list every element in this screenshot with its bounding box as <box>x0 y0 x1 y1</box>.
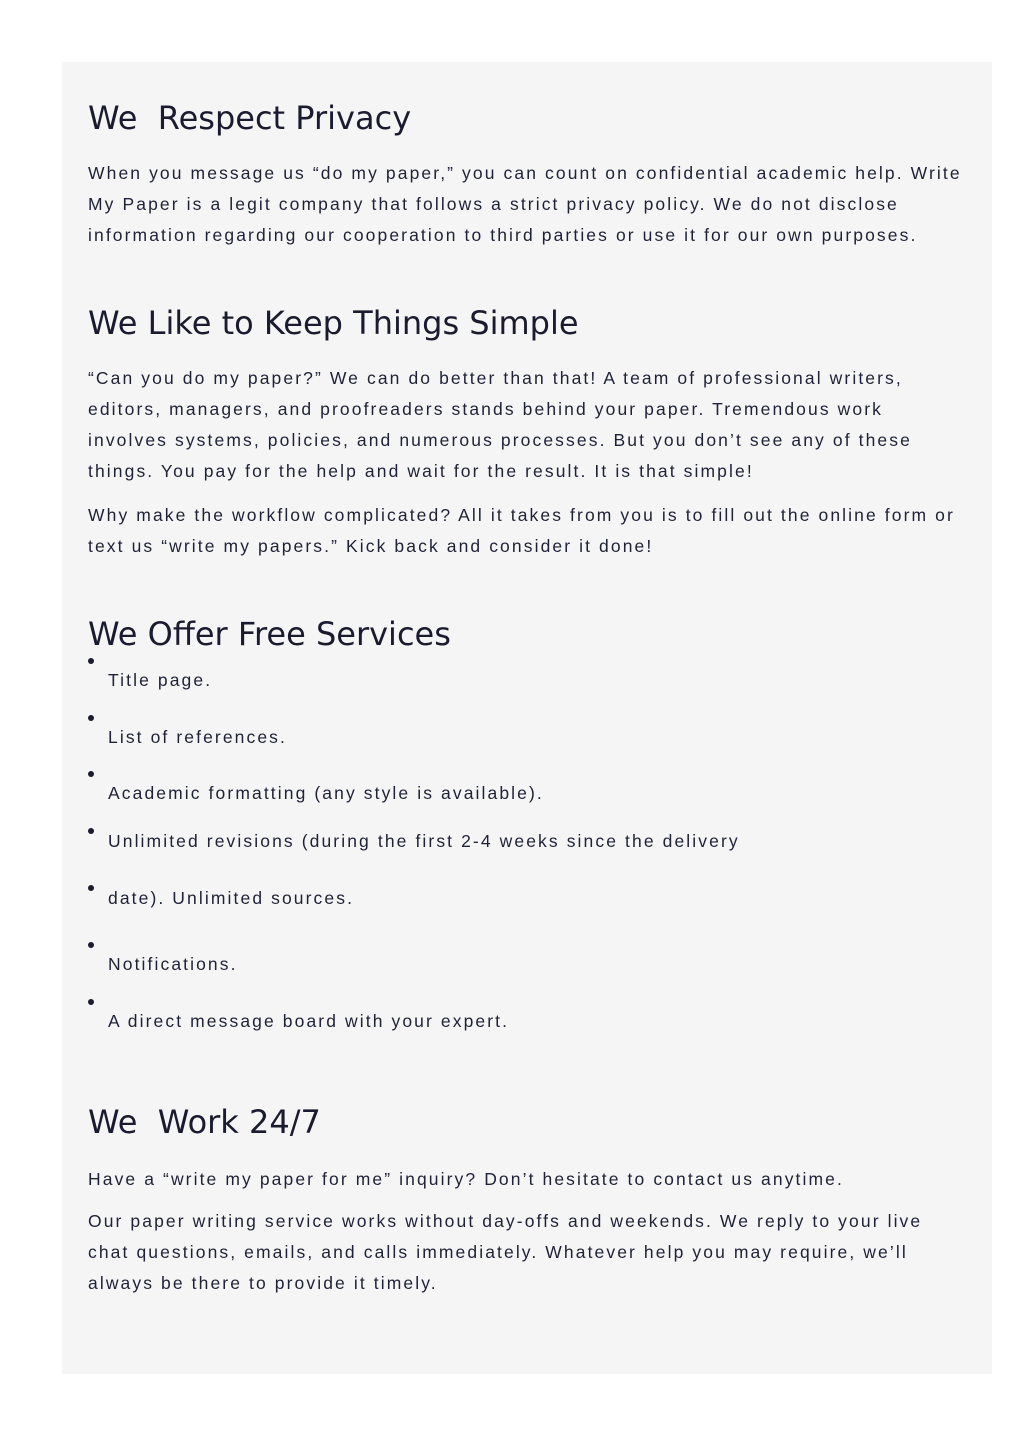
bullet-icon <box>88 658 94 664</box>
list-item-text: date). Unlimited sources. <box>108 888 355 908</box>
list-item <box>88 824 968 881</box>
list-item-text: Title page. <box>108 670 213 690</box>
document-content <box>88 62 968 1299</box>
bullet-icon <box>88 885 94 891</box>
list-item <box>88 711 968 767</box>
services-list <box>88 654 968 1052</box>
list-item-text: List of references. <box>108 727 287 747</box>
section-title-work: We Work 24/7 <box>88 1103 321 1141</box>
list-item-text: Unlimited revisions (during the first 2-4 weeks since the delivery <box>108 831 740 851</box>
bullet-icon <box>88 942 94 948</box>
list-item <box>88 938 968 995</box>
section-body-work-2: Our paper writing service works without day-offs and weekends. We reply to your live chat questions, emails, and calls immediately. Whatever help you may require, we’ll always be there to provide it timely. <box>88 1211 923 1293</box>
list-item <box>88 881 968 938</box>
document-panel <box>62 62 992 1374</box>
bullet-icon <box>88 828 94 834</box>
list-item <box>88 767 968 824</box>
bullet-icon <box>88 715 94 721</box>
section-title-privacy: We Respect Privacy <box>88 99 412 137</box>
section-body-work: Have a “write my paper for me” inquiry? Don’t hesitate to contact us anytime. <box>88 1169 844 1189</box>
list-item-text: Notifications. <box>108 954 238 974</box>
section-body-simple-2: Why make the workflow complicated? All it takes from you is to fill out the online form or text us “write my papers.” Kick back and consider it done! <box>88 505 955 556</box>
list-item-text: Academic formatting (any style is available). <box>108 783 544 803</box>
bullet-icon <box>88 771 94 777</box>
list-item <box>88 654 968 711</box>
section-body-simple: “Can you do my paper?” We can do better than that! A team of professional writers, editors, managers, and proofreaders stands behind your paper. Tremendous work involves systems, policies, and numerous processes. But you don’t see any of these things. You pay for the help and wait for the result. It is that simple! <box>88 368 912 481</box>
list-item-text: A direct message board with your expert. <box>108 1011 510 1031</box>
section-body-privacy: When you message us “do my paper,” you can count on confidential academic help. Write My Paper is a legit company that follows a strict privacy policy. We do not disclose information regarding our cooperation to third parties or use it for our own purposes. <box>88 163 962 245</box>
section-title-simple: We Like to Keep Things Simple <box>88 304 579 342</box>
bullet-icon <box>88 999 94 1005</box>
list-item <box>88 995 968 1052</box>
section-title-services: We Offer Free Services <box>88 615 451 653</box>
